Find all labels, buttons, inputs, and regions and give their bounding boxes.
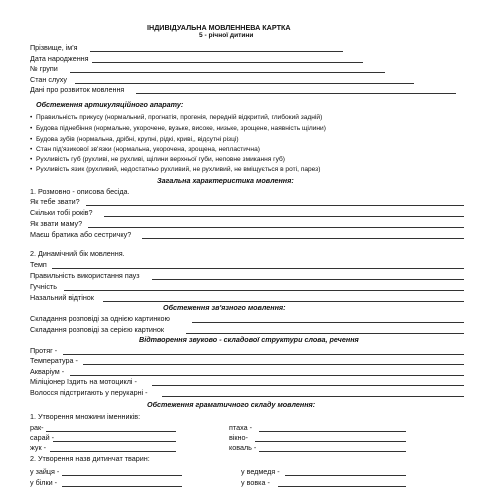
- articulation-item: • Правильність прикусу (нормальний, прогнатія, прогенія, передній відкритий, глибокий задній): [30, 115, 322, 122]
- dynamic-label: Правильність використання пауз: [30, 271, 140, 280]
- connected-line[interactable]: [192, 322, 464, 323]
- syllable-heading: Відтворення звуково - складової структури слова, речення: [139, 335, 359, 344]
- field-label-name: Прізвище, ім'я: [30, 43, 78, 52]
- answer-line[interactable]: [104, 216, 464, 217]
- cubs-right-label: у ведмедя -: [241, 467, 280, 476]
- plural-right-label: птаха -: [229, 423, 253, 432]
- syllable-label: Акваріум -: [30, 367, 65, 376]
- plural-right-line[interactable]: [259, 431, 406, 432]
- cubs-title: 2. Утворення назв дитинчат тварин:: [30, 454, 150, 463]
- connected-label: Складання розповіді за однією картинкою: [30, 314, 170, 323]
- connected-line[interactable]: [186, 333, 464, 334]
- dynamic-line[interactable]: [64, 290, 464, 291]
- dynamic-label: Темп: [30, 260, 47, 269]
- question-label: Скільки тобі років?: [30, 208, 93, 217]
- cubs-left-label: у зайця -: [30, 467, 60, 476]
- plural-right-label: вікно-: [229, 433, 248, 442]
- syllable-label: Протяг -: [30, 346, 58, 355]
- answer-line[interactable]: [142, 238, 464, 239]
- dynamic-label: Гучність: [30, 282, 57, 291]
- field-line-birth-date[interactable]: [92, 62, 363, 63]
- cubs-left-line[interactable]: [62, 475, 182, 476]
- cubs-right-line[interactable]: [278, 486, 406, 487]
- syllable-line[interactable]: [63, 354, 464, 355]
- articulation-item: • Будова зубів (нормальна, дрібні, крупні, рідкі, криві,, відсутні різці): [30, 137, 239, 144]
- connected-label: Складання розповіді за серією картинок: [30, 325, 165, 334]
- plural-left-line[interactable]: [50, 451, 176, 452]
- dynamic-line[interactable]: [103, 301, 464, 302]
- plural-left-label: рак-: [30, 423, 44, 432]
- articulation-item: • Рухливість губ (рухливі, не рухливі, щілини верхньої губи, неповне змикання губ): [30, 157, 285, 164]
- grammar-heading: Обстеження граматичного складу мовлення:: [147, 400, 316, 409]
- cubs-right-line[interactable]: [285, 475, 406, 476]
- syllable-line[interactable]: [162, 396, 464, 397]
- cubs-left-line[interactable]: [62, 486, 182, 487]
- general-heading: Загальна характеристика мовлення:: [157, 176, 294, 185]
- field-label-hearing: Стан слуху: [30, 75, 67, 84]
- plural-right-line[interactable]: [259, 451, 406, 452]
- articulation-item: • Будова піднебіння (нормальне, укорочене, вузьке, високе, низьке, зрощене, наявність щілини): [30, 126, 326, 133]
- plural-left-line[interactable]: [46, 431, 176, 432]
- syllable-label: Волосся підстригають у перукарні -: [30, 388, 148, 397]
- question-label: Як тебе звати?: [30, 197, 80, 206]
- plural-right-label: коваль -: [229, 443, 257, 452]
- plural-left-label: сарай -: [30, 433, 54, 442]
- card-title: ІНДИВІДУАЛЬНА МОВЛЕННЕВА КАРТКА: [147, 23, 291, 32]
- syllable-line[interactable]: [83, 364, 464, 365]
- answer-line[interactable]: [88, 227, 464, 228]
- dynamic-line[interactable]: [52, 268, 464, 269]
- field-line-speech-data[interactable]: [136, 93, 456, 94]
- question-label: Як звати маму?: [30, 219, 83, 228]
- card-subtitle: 5 - річної дитини: [199, 32, 254, 39]
- syllable-line[interactable]: [70, 375, 464, 376]
- syllable-label: Міліціонер їздить на мотоциклі -: [30, 377, 137, 386]
- field-line-group[interactable]: [70, 72, 385, 73]
- plural-left-label: жук -: [30, 443, 47, 452]
- plural-left-line[interactable]: [53, 441, 176, 442]
- field-label-group: № групи: [30, 64, 58, 73]
- field-label-speech-data: Дані про розвиток мовлення: [30, 85, 125, 94]
- cubs-left-label: у білки -: [30, 478, 58, 487]
- connected-heading: Обстеження зв'язного мовлення:: [163, 303, 286, 312]
- question-label: Маєш братика або сестричку?: [30, 230, 132, 239]
- field-line-hearing[interactable]: [75, 83, 414, 84]
- field-line-name[interactable]: [90, 51, 343, 52]
- articulation-item: • Рухливість язик (рухливий, недостатньо рухливий, не рухливий, не вміщується в роті, парез): [30, 167, 320, 174]
- dynamic-label: Назальний відтінок: [30, 293, 94, 302]
- plural-title: 1. Утворення множини іменників:: [30, 412, 141, 421]
- dynamic-line[interactable]: [152, 279, 464, 280]
- conversation-title: 1. Розмовно - описова бесіда.: [30, 187, 130, 196]
- articulation-item: • Стан під'язикової зв'язки (нормальна, укорочена, зрощена, непластична): [30, 147, 260, 154]
- articulation-heading: Обстеження артикуляційного апарату:: [36, 100, 184, 109]
- syllable-label: Температура -: [30, 356, 78, 365]
- syllable-line[interactable]: [152, 385, 464, 386]
- cubs-right-label: у вовка -: [241, 478, 270, 487]
- field-label-birth-date: Дата народження: [30, 54, 89, 63]
- dynamic-title: 2. Динамічний бік мовлення.: [30, 249, 125, 258]
- answer-line[interactable]: [86, 205, 464, 206]
- plural-right-line[interactable]: [255, 441, 406, 442]
